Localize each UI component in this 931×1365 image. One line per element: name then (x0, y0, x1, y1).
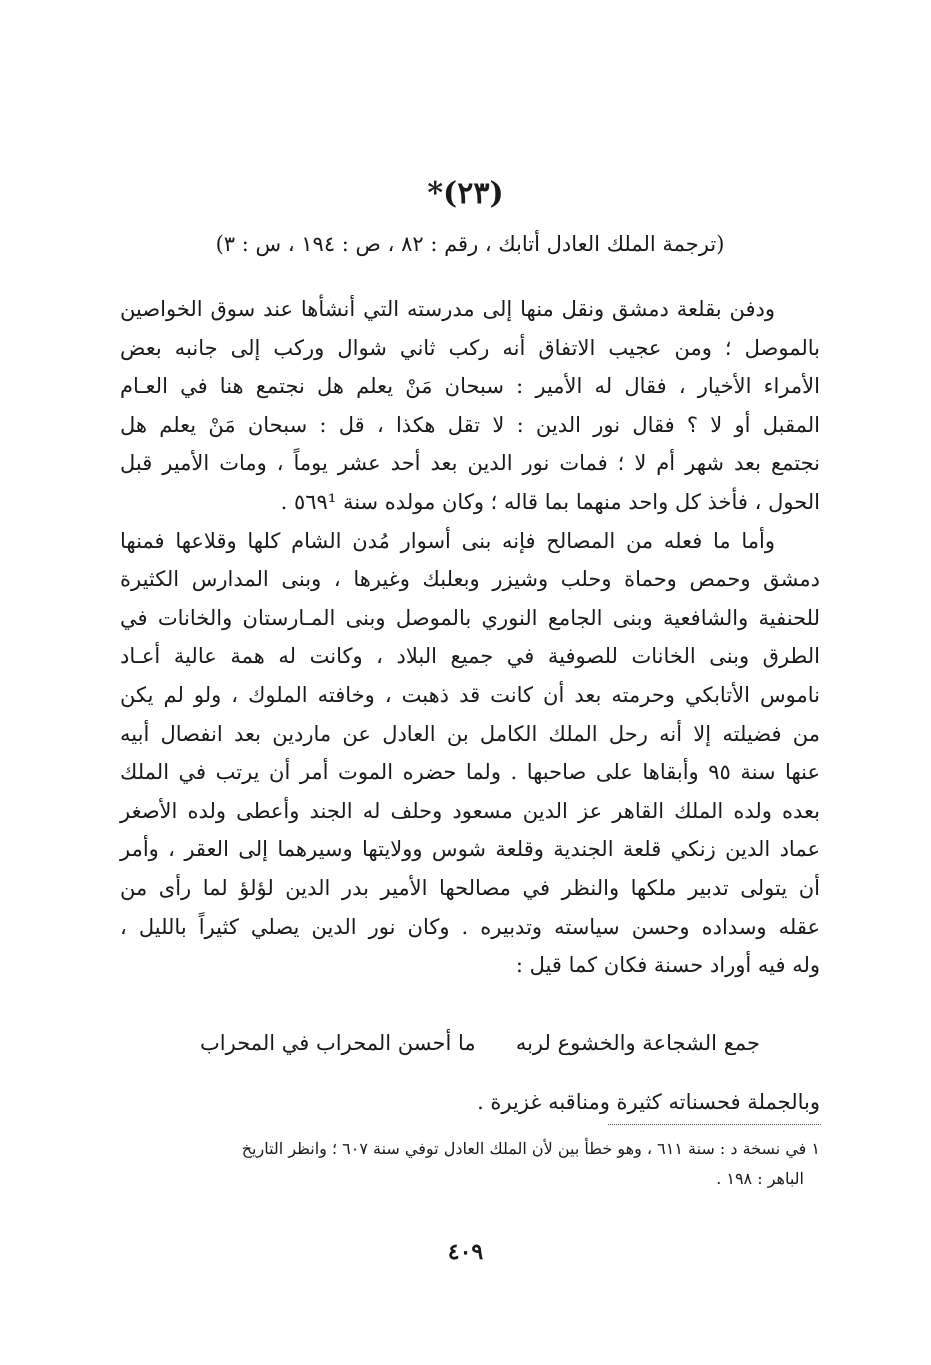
footnote-line: الباهر : ١٩٨ . (716, 1169, 804, 1188)
text-line: أن يتولى تدبير ملكها والنظر في مصالحها الأمير بدر الدين لؤلؤ لما رأى من (120, 875, 820, 900)
text-line: المقبل أو لا ؟ فقال نور الدين : لا تقل هكذا ، قل : سبحان مَنْ يعلم هل (120, 412, 820, 437)
verse-first-hemistich: جمع الشجاعة والخشوع لربه (515, 1031, 760, 1055)
closing-line: وبالجملة فحسناته كثيرة ومناقبه غزيرة . (477, 1090, 820, 1114)
text-line: من فضيلته إلا أنه رحل الملك الكامل بن العادل عن ماردين بعد انفصال أبيه (120, 721, 820, 746)
text-line: نجتمع بعد شهر أم لا ؛ فمات نور الدين بعد أحد عشر يوماً ، ومات الأمير قبل (120, 451, 820, 476)
text-line: ناموس الأتابكي وحرمته بعد أن كانت قد ذهبت ، وخافته الملوك ، ولو لم يكن (120, 682, 820, 707)
text-line: بالموصل ؛ ومن عجيب الاتفاق أنه ركب ثاني شوال وركب إلى جانبه بعض (120, 335, 820, 360)
section-number-heading: (٢٣)* (427, 176, 504, 211)
text-line: ودفن بقلعة دمشق ونقل منها إلى مدرسته التي أنشأها عند سوق الخواصين (120, 297, 775, 321)
text-line: الطرق وبنى الخانات للصوفية في جميع البلاد ، وكانت له همة عالية أعـاد (120, 644, 820, 669)
main-text (120, 290, 820, 985)
page-number: ٤٠٩ (447, 1239, 484, 1265)
reference-subheading: (ترجمة الملك العادل أتابك ، رقم : ٨٢ ، ص : ١٩٤ ، س : ٣) (215, 232, 725, 256)
text-line: وأما ما فعله من المصالح فإنه بنى أسوار مُدن الشام كلها وقلاعها فمنها (120, 528, 775, 553)
poetry-verse (200, 1023, 760, 1063)
text-line: عنها سنة ٩٥ وأبقاها على صاحبها . ولما حضره الموت أمر أن يرتب في الملك (120, 760, 820, 785)
footnotes (120, 1134, 820, 1194)
text-line: عماد الدين زنكي قلعة الجندية وقلعة شوس وولايتها وسيرهما إلى العقر ، وأمر (120, 837, 820, 862)
text-line: للحنفية والشافعية وبنى الجامع النوري بالموصل وبنى المـارستان والخانات في (120, 605, 820, 630)
footnote-separator (608, 1124, 821, 1125)
footnote-line: ١ في نسخة د : سنة ٦١١ ، وهو خطأ بين لأن الملك العادل توفي سنة ٦٠٧ ؛ وانظر التاريخ (241, 1139, 820, 1158)
text-line: عقله وسداده وحسن سياسته وتدبيره . وكان نور الدين يصلي كثيراً بالليل ، (120, 914, 820, 939)
text-line: الأمراء الأخيار ، فقال له الأمير : سبحان مَنْ يعلم هل نجتمع هنا في العـام (120, 374, 820, 399)
text-line: الحول ، فأخذ كل واحد منهما بما قاله ؛ وكان مولده سنة ٥٦٩¹ . (280, 489, 820, 514)
text-line: وله فيه أوراد حسنة فكان كما قيل : (515, 953, 820, 978)
text-line: دمشق وحمص وحماة وحلب وشيزر وبعلبك وغيرها ، وبنى المدارس الكثيرة (120, 567, 820, 592)
text-line: بعده ولده الملك القاهر عز الدين مسعود وحلف له الجند وأعطى ولده الأصغر (120, 798, 820, 823)
verse-second-hemistich: ما أحسن المحراب في المحراب (200, 1031, 476, 1055)
